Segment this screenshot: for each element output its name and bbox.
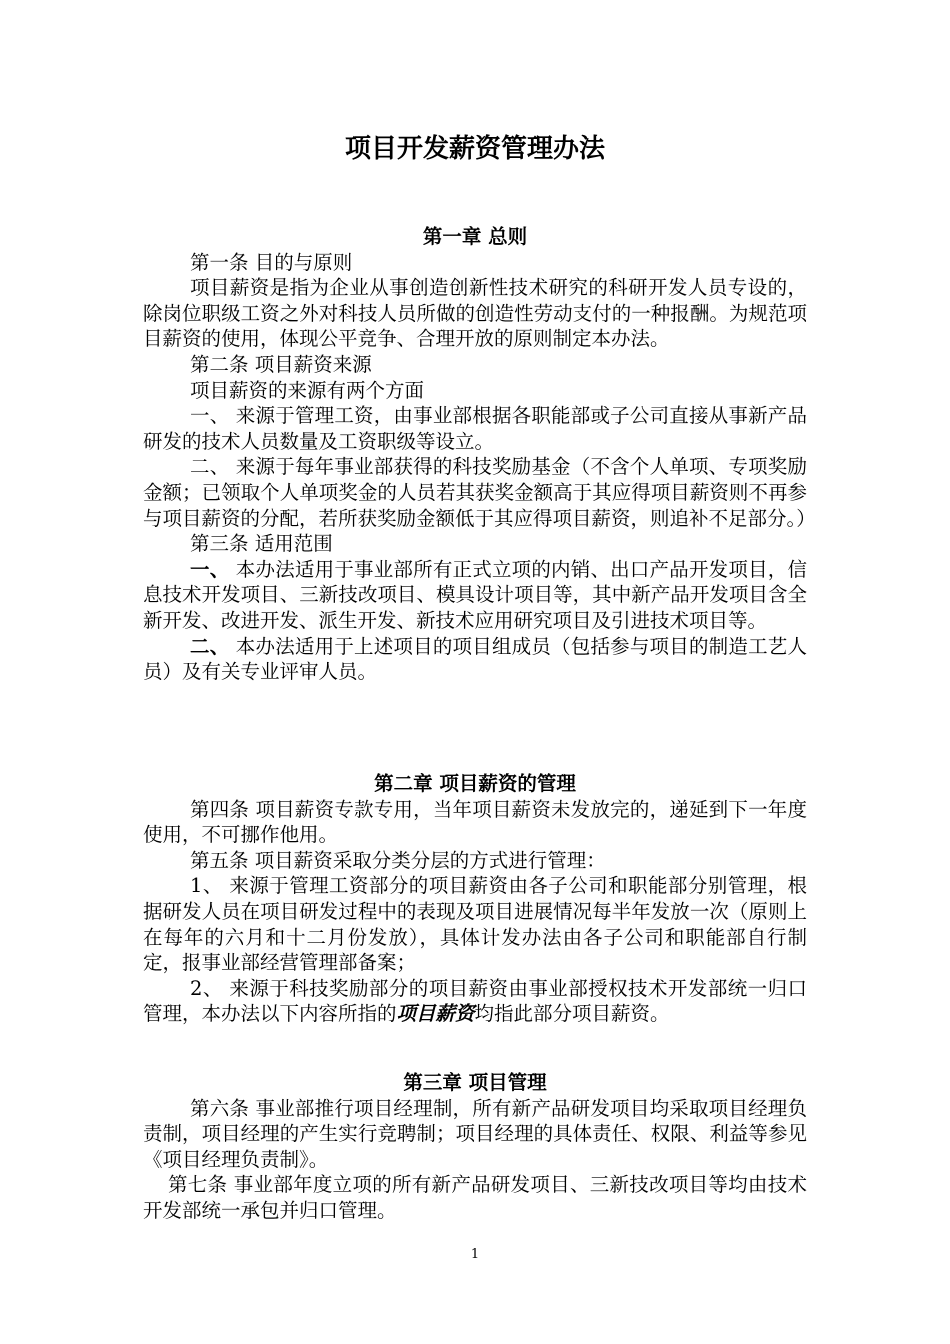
article-3-heading: 第三条 适用范围 [190,532,333,556]
article-5-item-2-emphasis: 项目薪资 [396,1002,475,1026]
chapter-2-heading: 第二章 项目薪资的管理 [374,772,576,795]
article-3-item-1-text: 本办法适用于事业部所有正式立项的内销、出口产品开发项目，信息技术开发项目、三新技改项目、模具设计项目等，其中新产品开发项目含全新开发、改进开发、派生开发、新技术应用研究项目及引进技术项目等。 [143,557,807,632]
article-5 [143,848,807,874]
article-6-label: 第六条 [190,1096,250,1120]
chapter-3-heading: 第三章 项目管理 [403,1071,547,1094]
article-5-item-2 [143,976,807,1027]
article-3-item-1 [143,557,807,634]
article-5-label: 第五条 [190,848,249,872]
article-5-item-1: 1、 来源于管理工资部分的项目薪资由各子公司和职能部分别管理，根据研发人员在项目研发过程中的表现及项目进展情况每半年发放一次（原则上在每年的六月和十二月份发放），具体计发办法由各子公司和职能部自行制定，报事业部经营管理部备案； [143,874,807,975]
article-5-item-2-post: 均指此部分项目薪资。 [474,1002,670,1026]
article-3-item-1-number: 一、 [190,557,230,581]
article-6 [143,1096,807,1173]
chapter-3 [143,1070,807,1224]
article-7-label: 第七条 [168,1173,228,1197]
article-2-intro: 项目薪资的来源有两个方面 [190,378,425,402]
article-1-text: 项目薪资是指为企业从事创造创新性技术研究的科研开发人员专设的，除岗位职级工资之外对科技人员所做的创造性劳动支付的一种报酬。为规范项目薪资的使用，体现公平竞争、合理开放的原则制定本办法。 [143,276,807,351]
article-4-text: 项目薪资专款专用，当年项目薪资未发放完的，递延到下一年度使用，不可挪作他用。 [143,797,807,847]
article-5-text: 项目薪资采取分类分层的方式进行管理： [248,848,606,872]
article-4 [143,797,807,848]
article-1-heading: 第一条 目的与原则 [190,250,353,274]
article-5-item-2-pre: 2、 来源于科技奖励部分的项目薪资由事业部授权技术开发部统一归口管理，本办法以下内容所指的 [143,976,807,1026]
document-title: 项目开发薪资管理办法 [344,134,605,164]
article-2-heading: 第二条 项目薪资来源 [190,352,372,376]
chapter-2 [143,771,807,1027]
article-7 [143,1172,807,1223]
chapter-1 [143,224,816,685]
chapter-1-heading: 第一章 总则 [422,225,528,248]
article-2-item-2: 二、 来源于每年事业部获得的科技奖励基金（不含个人单项、专项奖励金额；已领取个人单项奖金的人员若其获奖金额高于其应得项目薪资则不再参与项目薪资的分配，若所获奖励金额低于其应得项目薪资，则追补不足部分。） [143,455,816,530]
article-7-text: 事业部年度立项的所有新产品研发项目、三新技改项目等均由技术开发部统一承包并归口管理。 [143,1173,807,1222]
article-2-item-1: 一、 来源于管理工资，由事业部根据各职能部或子公司直接从事新产品研发的技术人员数量及工资职级等设立。 [143,404,807,453]
article-3-item-2-number: 二、 [190,634,230,658]
article-3-item-2 [143,634,807,685]
page-number: 1 [470,1247,480,1262]
article-6-text: 事业部推行项目经理制，所有新产品研发项目均采取项目经理负责制，项目经理的产生实行竞聘制；项目经理的具体责任、权限、利益等参见《项目经理负责制》。 [143,1096,807,1171]
article-4-label: 第四条 [190,797,250,821]
article-3-item-2-text: 本办法适用于上述项目的项目组成员（包括参与项目的制造工艺人员）及有关专业评审人员。 [143,634,807,684]
